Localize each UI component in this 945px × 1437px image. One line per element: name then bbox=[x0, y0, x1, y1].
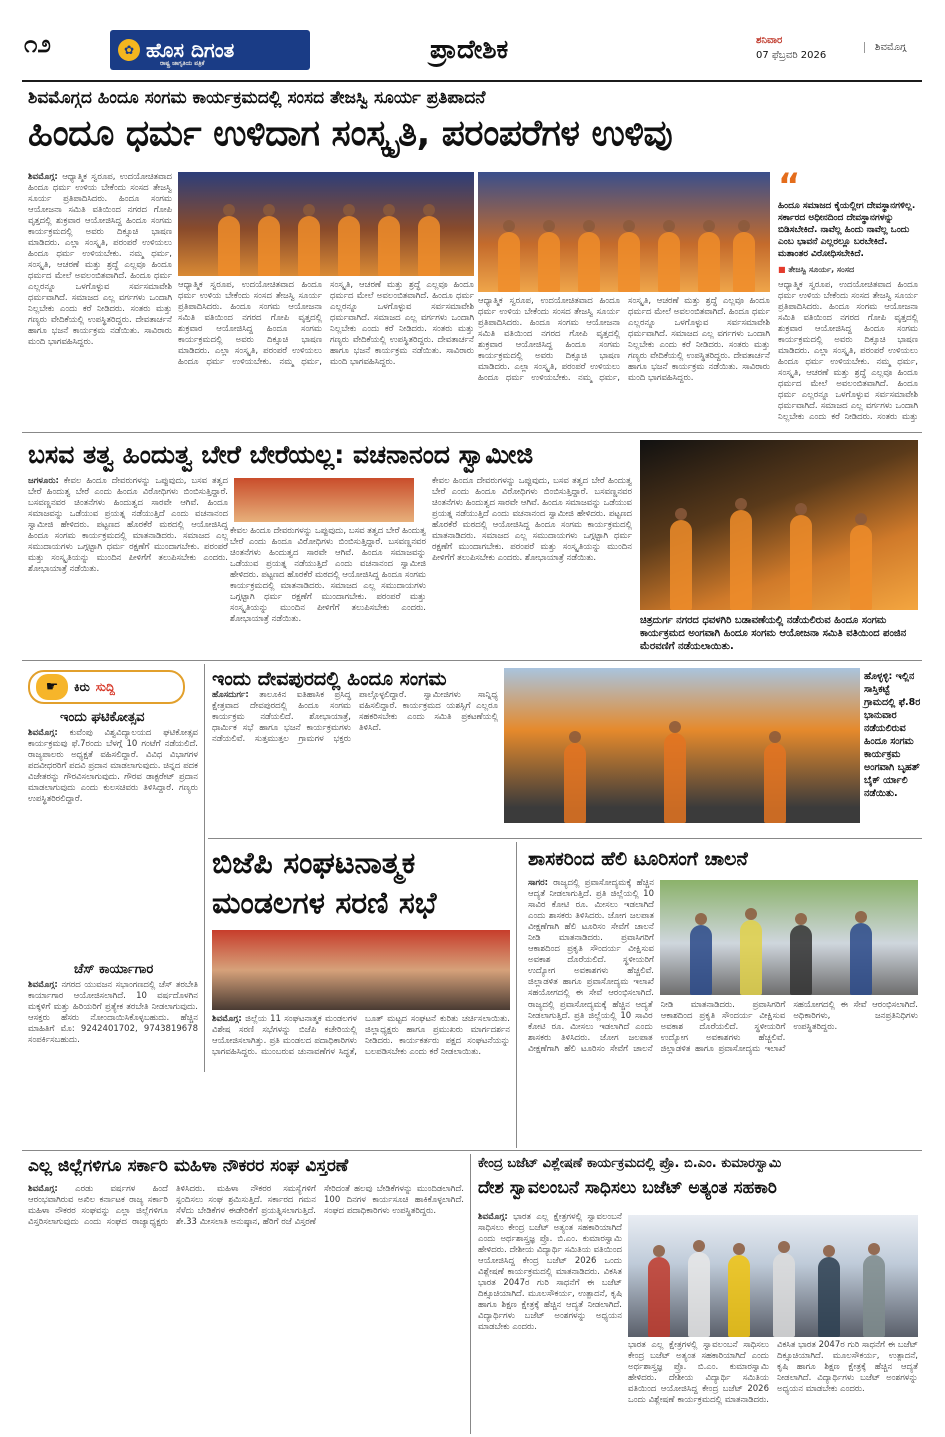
pointing-hand-icon: ☛ bbox=[36, 674, 68, 700]
lead-body-cont3: ಆಧ್ಯಾತ್ಮಿಕ ಸ್ವರೂಪ, ಉದಯೋಚಿತವಾದ ಹಿಂದೂ ಧರ್ಮ ಉಳಿಯ ಬೇಕೆಂದು ಸಂಸದ ತೇಜಸ್ವಿ ಸೂರ್ಯ ಪ್ರತಿಪಾದಿಸಿದರು. ಹಿಂದೂ ಸಂಗಮ ಆಯೋಜನಾ ಸಮಿತಿ ವತಿಯಿಂದ ನಗರದ ಗೋಪಿ ವೃತ್ತದಲ್ಲಿ ಶುಕ್ರವಾರ ಆಯೋಜಿಸಿದ್ದ ಹಿಂದೂ ಸಂಗಮ ಕಾರ್ಯಕ್ರಮದಲ್ಲಿ ಅವರು ದಿಕ್ಸೂಚಿ ಭಾಷಣ ಮಾಡಿದರು. ಎಲ್ಲಾ ಸಂಸ್ಕೃತಿ, ಪರಂಪರೆ ಉಳಿಯಲು ಹಿಂದೂ ಧರ್ಮ ಉಳಿಯಬೇಕು. ನಮ್ಮ ಧರ್ಮ, ಸಂಸ್ಕೃತಿ, ಆಚರಣೆ ಮತ್ತು ಶ್ರದ್ಧೆ ಎಲ್ಲವೂ ಹಿಂದೂ ಧರ್ಮದ ಮೇಲೆ ಅವಲಂಬಿತವಾಗಿದೆ. ಹಿಂದೂ ಧರ್ಮ ಎಲ್ಲರನ್ನೂ ಒಳಗೊಳ್ಳುವ ಸರ್ವಸಮಾವೇಶಿ ಧರ್ಮವಾಗಿದೆ. ಸಮಾಜದ ಎಲ್ಲ ವರ್ಗಗಳು ಒಂದಾಗಿ ನಿಲ್ಲಬೇಕು ಎಂದು ಕರೆ ನೀಡಿದರು. ಸಂತರು ಮತ್ತು bbox=[778, 280, 918, 422]
budget-dateline: ಶಿವಮೊಗ್ಗ: bbox=[478, 1212, 508, 1222]
divider bbox=[208, 838, 922, 839]
basava-headline: ಬಸವ ತತ್ವ ಹಿಂದುತ್ವ ಬೇರೆ ಬೇರೆಯಲ್ಲ: ವಚನಾನಂದ ಸ್ವಾಮೀಜಿ bbox=[28, 440, 534, 469]
edition-city: ಶಿವಮೊಗ್ಗ bbox=[864, 42, 906, 53]
heli-body-cont: ರಾಜ್ಯದಲ್ಲಿ ಪ್ರವಾಸೋದ್ಯಮಕ್ಕೆ ಹೆಚ್ಚಿನ ಆದ್ಯತೆ ನೀಡಲಾಗುತ್ತಿದೆ. ಪ್ರತಿ ಜಿಲ್ಲೆಯಲ್ಲಿ 10 ಸಾವಿರ ಕೋಟಿ ರೂ. ಮೀಸಲು ಇಡಲಾಗಿದೆ ಎಂದು ಶಾಸಕರು ತಿಳಿಸಿದರು. ಜೋಗ ಜಲಪಾತ ವೀಕ್ಷಣೆಗಾಗಿ ಹೆಲಿ ಟೂರಿಸಂ ಸೇವೆಗೆ ಚಾಲನೆ ನೀಡಿ ಮಾತನಾಡಿದರು. ಪ್ರವಾಸಿಗರಿಗೆ ಆಕಾಶದಿಂದ ಪ್ರಕೃತಿ ಸೌಂದರ್ಯ ವೀಕ್ಷಿಸುವ ಅವಕಾಶ ದೊರೆಯಲಿದೆ. ಸ್ಥಳೀಯರಿಗೆ ಉದ್ಯೋಗ ಅವಕಾಶಗಳು ಹೆಚ್ಚಲಿವೆ. ಜಿಲ್ಲಾಡಳಿತ ಹಾಗೂ ಪ್ರವಾಸೋದ್ಯಮ ಇಲಾಖೆ ಸಹಯೋಗದಲ್ಲಿ ಈ ಸೇವೆ ಆರಂಭಿಸಲಾಗಿದೆ. ಅಧಿಕಾರಿಗಳು, ಜನಪ್ರತಿನಿಧಿಗಳು ಉಪಸ್ಥಿತರಿದ್ದರು. bbox=[528, 1000, 918, 1054]
heli-text: ರಾಜ್ಯದಲ್ಲಿ ಪ್ರವಾಸೋದ್ಯಮಕ್ಕೆ ಹೆಚ್ಚಿನ ಆದ್ಯತೆ ನೀಡಲಾಗುತ್ತಿದೆ. ಪ್ರತಿ ಜಿಲ್ಲೆಯಲ್ಲಿ 10 ಸಾವಿರ ಕೋಟಿ ರೂ. ಮೀಸಲು ಇಡಲಾಗಿದೆ ಎಂದು ಶಾಸಕರು ತಿಳಿಸಿದರು. ಜೋಗ ಜಲಪಾತ ವೀಕ್ಷಣೆಗಾಗಿ ಹೆಲಿ ಟೂರಿಸಂ ಸೇವೆಗೆ ಚಾಲನೆ ನೀಡಿ ಮಾತನಾಡಿದರು. ಪ್ರವಾಸಿಗರಿಗೆ ಆಕಾಶದಿಂದ ಪ್ರಕೃತಿ ಸೌಂದರ್ಯ ವೀಕ್ಷಿಸುವ ಅವಕಾಶ ದೊರೆಯಲಿದೆ. ಸ್ಥಳೀಯರಿಗೆ ಉದ್ಯೋಗ ಅವಕಾಶಗಳು ಹೆಚ್ಚಲಿವೆ. ಜಿಲ್ಲಾಡಳಿತ ಹಾಗೂ ಪ್ರವಾಸೋದ್ಯಮ ಇಲಾಖೆ ಸಹಯೋಗದಲ್ಲಿ ಈ ಸೇವೆ ಆರಂಭಿಸಲಾಗಿದೆ. bbox=[528, 878, 654, 998]
divider bbox=[22, 432, 922, 433]
basava-body-col1 bbox=[28, 476, 228, 652]
devapura-dateline: ಹೊಸದುರ್ಗ: bbox=[212, 690, 249, 700]
torch-rally-caption: ಚಿತ್ರದುರ್ಗ ನಗರದ ಧವಳಗಿರಿ ಬಡಾವಣೆಯಲ್ಲಿ ನಡೆಯಲಿರುವ ಹಿಂದೂ ಸಂಗಮ ಕಾರ್ಯಕ್ರಮದ ಅಂಗವಾಗಿ ಹಿಂದೂ ಸಂಗಮ ಆಯೋಜನಾ ಸಮಿತಿ ವತಿಯಿಂದ ಪಂಜಿನ ಮೆರವಣಿಗೆ ನಡೆಯಲಾಯಿತು. bbox=[640, 615, 907, 652]
lead-kicker: ಶಿವಮೊಗ್ಗದ ಹಿಂದೂ ಸಂಗಮ ಕಾರ್ಯಕ್ರಮದಲ್ಲಿ ಸಂಸದ ತೇಜಸ್ವಿ ಸೂರ್ಯ ಪ್ರತಿಪಾದನೆ bbox=[28, 88, 486, 108]
lead-body-cont2: ಆಧ್ಯಾತ್ಮಿಕ ಸ್ವರೂಪ, ಉದಯೋಚಿತವಾದ ಹಿಂದೂ ಧರ್ಮ ಉಳಿಯ ಬೇಕೆಂದು ಸಂಸದ ತೇಜಸ್ವಿ ಸೂರ್ಯ ಪ್ರತಿಪಾದಿಸಿದರು. ಹಿಂದೂ ಸಂಗಮ ಆಯೋಜನಾ ಸಮಿತಿ ವತಿಯಿಂದ ನಗರದ ಗೋಪಿ ವೃತ್ತದಲ್ಲಿ ಶುಕ್ರವಾರ ಆಯೋಜಿಸಿದ್ದ ಹಿಂದೂ ಸಂಗಮ ಕಾರ್ಯಕ್ರಮದಲ್ಲಿ ಅವರು ದಿಕ್ಸೂಚಿ ಭಾಷಣ ಮಾಡಿದರು. ಎಲ್ಲಾ ಸಂಸ್ಕೃತಿ, ಪರಂಪರೆ ಉಳಿಯಲು ಹಿಂದೂ ಧರ್ಮ ಉಳಿಯಬೇಕು. ನಮ್ಮ ಧರ್ಮ, ಸಂಸ್ಕೃತಿ, ಆಚರಣೆ ಮತ್ತು ಶ್ರದ್ಧೆ ಎಲ್ಲವೂ ಹಿಂದೂ ಧರ್ಮದ ಮೇಲೆ ಅವಲಂಬಿತವಾಗಿದೆ. ಹಿಂದೂ ಧರ್ಮ ಎಲ್ಲರನ್ನೂ ಒಳಗೊಳ್ಳುವ ಸರ್ವಸಮಾವೇಶಿ ಧರ್ಮವಾಗಿದೆ. ಸಮಾಜದ ಎಲ್ಲ ವರ್ಗಗಳು ಒಂದಾಗಿ ನಿಲ್ಲಬೇಕು ಎಂದು ಕರೆ ನೀಡಿದರು. ಸಂತರು ಮತ್ತು ಗಣ್ಯರು ವೇದಿಕೆಯಲ್ಲಿ ಉಪಸ್ಥಿತರಿದ್ದರು. ದೇವತಾರ್ಚನೆ ಹಾಗೂ ಭಜನೆ ಕಾರ್ಯಕ್ರಮ ನಡೆಯಿತು. ಸಾವಿರಾರು ಮಂದಿ ಭಾಗವಹಿಸಿದ್ದರು. bbox=[478, 296, 770, 383]
section-title: ಪ್ರಾದೇಶಿಕ bbox=[430, 35, 509, 65]
bjp-headline bbox=[212, 844, 436, 924]
basava-body: ಕೇವಲ ಹಿಂದೂ ದೇವರುಗಳನ್ನು ಒಪ್ಪುವುದು, ಬಸವ ತತ್ವದ ಬೇರೆ ಹಿಂದುತ್ವ ಬೇರೆ ಎಂದು ಹಿಂದೂ ವಿರೋಧಿಗಳು ಬಿಂಬಿಸುತ್ತಿದ್ದಾರೆ. ಬಸವಣ್ಣನವರ ಚಿಂತನೆಗಳು ಹಿಂದುತ್ವದ ಸಾರವೇ ಆಗಿವೆ. ಹಿಂದೂ ಸಮಾಜವನ್ನು ಒಡೆಯುವ ಪ್ರಯತ್ನ ನಡೆಯುತ್ತಿದೆ ಎಂದು ವಚನಾನಂದ ಸ್ವಾಮೀಜಿ ಹೇಳಿದರು. ಪಟ್ಟಣದ ಹೊರಕೆರೆ ಮಠದಲ್ಲಿ ಆಯೋಜಿಸಿದ್ದ ಹಿಂದೂ ಸಂಗಮ ಕಾರ್ಯಕ್ರಮದಲ್ಲಿ ಮಾತನಾಡಿದರು. ಸಮಾಜದ ಎಲ್ಲ ಸಮುದಾಯಗಳು ಒಗ್ಗಟ್ಟಾಗಿ ಧರ್ಮ ರಕ್ಷಣೆಗೆ ಮುಂದಾಗಬೇಕು. ಪರಂಪರೆ ಮತ್ತು ಸಂಸ್ಕೃತಿಯನ್ನು ಮುಂದಿನ ಪೀಳಿಗೆಗೆ ತಲುಪಿಸಬೇಕು ಎಂದರು. ಶೋಭಾಯಾತ್ರೆ ನಡೆಯಿತು. bbox=[28, 476, 228, 574]
header-rule bbox=[22, 80, 922, 82]
suddi-label: ಸುದ್ದಿ bbox=[95, 679, 115, 694]
mahila-dateline: ಶಿವಮೊಗ್ಗ: bbox=[28, 1184, 58, 1194]
chess-dateline: ಶಿವಮೊಗ್ಗ: bbox=[28, 980, 58, 990]
column-rule bbox=[470, 1154, 471, 1434]
lotus-icon: ✿ bbox=[118, 39, 140, 61]
convocation-dateline: ಶಿವಮೊಗ್ಗ: bbox=[28, 728, 58, 738]
kiru-suddi-badge bbox=[28, 670, 185, 704]
convocation-headline: ಇಂದು ಘಟಿಕೋತ್ಸವ bbox=[60, 710, 145, 725]
lead-photo-dignitaries bbox=[478, 172, 770, 292]
lead-photo-stage bbox=[178, 172, 474, 276]
budget-photo bbox=[628, 1215, 918, 1337]
date: 07 ಫೆಬ್ರವರಿ 2026 bbox=[756, 50, 827, 61]
bjp-headline-line2: ಮಂಡಲಗಳ ಸರಣಿ ಸಭೆ bbox=[212, 886, 437, 921]
budget-body-col1 bbox=[478, 1212, 622, 1430]
basava-body-col2 bbox=[230, 526, 426, 652]
column-rule bbox=[516, 842, 517, 1148]
chess-body bbox=[28, 980, 198, 1068]
bjp-meeting-photo bbox=[212, 930, 510, 1010]
basava-body-col3 bbox=[432, 476, 632, 652]
kiru-label: ಕಿರು bbox=[74, 679, 90, 694]
lead-body-col1 bbox=[28, 172, 172, 424]
torch-rally-photo bbox=[640, 440, 918, 610]
divider bbox=[22, 1150, 922, 1151]
heli-body-col1 bbox=[528, 878, 654, 998]
basava-body-cont: ಕೇವಲ ಹಿಂದೂ ದೇವರುಗಳನ್ನು ಒಪ್ಪುವುದು, ಬಸವ ತತ್ವದ ಬೇರೆ ಹಿಂದುತ್ವ ಬೇರೆ ಎಂದು ಹಿಂದೂ ವಿರೋಧಿಗಳು ಬಿಂಬಿಸುತ್ತಿದ್ದಾರೆ. ಬಸವಣ್ಣನವರ ಚಿಂತನೆಗಳು ಹಿಂದುತ್ವದ ಸಾರವೇ ಆಗಿವೆ. ಹಿಂದೂ ಸಮಾಜವನ್ನು ಒಡೆಯುವ ಪ್ರಯತ್ನ ನಡೆಯುತ್ತಿದೆ ಎಂದು ವಚನಾನಂದ ಸ್ವಾಮೀಜಿ ಹೇಳಿದರು. ಪಟ್ಟಣದ ಹೊರಕೆರೆ ಮಠದಲ್ಲಿ ಆಯೋಜಿಸಿದ್ದ ಹಿಂದೂ ಸಂಗಮ ಕಾರ್ಯಕ್ರಮದಲ್ಲಿ ಮಾತನಾಡಿದರು. ಸಮಾಜದ ಎಲ್ಲ ಸಮುದಾಯಗಳು ಒಗ್ಗಟ್ಟಾಗಿ ಧರ್ಮ ರಕ್ಷಣೆಗೆ ಮುಂದಾಗಬೇಕು. ಪರಂಪರೆ ಮತ್ತು ಸಂಸ್ಕೃತಿಯನ್ನು ಮುಂದಿನ ಪೀಳಿಗೆಗೆ ತಲುಪಿಸಬೇಕು ಎಂದರು. ಶೋಭಾಯಾತ್ರೆ ನಡೆಯಿತು. bbox=[230, 526, 426, 624]
quote-mark-icon: “ bbox=[778, 166, 801, 206]
issue-date bbox=[756, 33, 826, 63]
chess-headline: ಚೆಸ್ ಕಾರ್ಯಾಗಾರ bbox=[74, 962, 154, 977]
basava-dateline: ಜಗಳೂರು: bbox=[28, 476, 59, 486]
heli-headline: ಶಾಸಕರಿಂದ ಹೆಲಿ ಟೂರಿಸಂಗೆ ಚಾಲನೆ bbox=[528, 848, 748, 870]
divider bbox=[22, 660, 922, 661]
column-rule bbox=[204, 664, 205, 1072]
bjp-text: ಜಿಲ್ಲೆಯ 11 ಸಂಘಟನಾತ್ಮಕ ಮಂಡಲಗಳ ವಿಶೇಷ ಸರಣಿ ಸಭೆಗಳನ್ನು ಬಿಜೆಪಿ ಕಚೇರಿಯಲ್ಲಿ ಆಯೋಜಿಸಲಾಗಿತ್ತು. ಪ್ರತಿ ಮಂಡಲದ ಪದಾಧಿಕಾರಿಗಳು ಭಾಗವಹಿಸಿದ್ದರು. ಮುಂಬರುವ ಚುನಾವಣೆಗಳ ಸಿದ್ಧತೆ, ಬೂತ್ ಮಟ್ಟದ ಸಂಘಟನೆ ಕುರಿತು ಚರ್ಚಿಸಲಾಯಿತು. ಜಿಲ್ಲಾಧ್ಯಕ್ಷರು ಹಾಗೂ ಪ್ರಮುಖರು ಮಾರ್ಗದರ್ಶನ ನೀಡಿದರು. ಕಾರ್ಯಕರ್ತರು ಪಕ್ಷದ ಸಂಘಟನೆಯನ್ನು ಬಲಪಡಿಸಬೇಕು ಎಂದು ಕರೆ ನೀಡಲಾಯಿತು. bbox=[212, 1014, 510, 1057]
quote-text: ಹಿಂದೂ ಸಮಾಜದ ಕೈಯಲ್ಲೀಗ ದೇವಸ್ಥಾನಗಳಿಲ್ಲ. ಸರ್ಕಾರದ ಅಧೀನದಿಂದ ದೇವಸ್ಥಾನಗಳನ್ನು ಬಿಡಿಸಬೇಕಿದೆ. ನಾವೆಲ್ಲ ಹಿಂದು ನಾವೆಲ್ಲ ಒಂದು ಎಂಬ ಭಾವನೆ ಎಲ್ಲರಲ್ಲೂ ಬರಬೇಕಿದೆ. ಮತಾಂತರ ವಿರೋಧಿಸಬೇಕಿದೆ. bbox=[778, 201, 916, 259]
lead-dateline: ಶಿವಮೊಗ್ಗ: bbox=[28, 172, 58, 182]
budget-kicker: ಕೇಂದ್ರ ಬಜೆಟ್ ವಿಶ್ಲೇಷಣೆ ಕಾರ್ಯಕ್ರಮದಲ್ಲಿ ಪ್ರೊ. ಬಿ.ಎಂ. ಕುಮಾರಸ್ವಾಮಿ bbox=[478, 1156, 782, 1171]
heli-body-col2 bbox=[528, 1000, 918, 1144]
quote-author: ■ ತೇಜಸ್ವಿ ಸೂರ್ಯ, ಸಂಸದ bbox=[778, 264, 918, 276]
bike-rally-caption: ಹೊಳ್ಳಳ್ಳಿ: ಇಲ್ಲಿನ ಸಾಸ್ತಿಕಟ್ಟೆ ಗ್ರಾಮದಲ್ಲಿ ಫೆ.8ರ ಭಾನುವಾರ ನಡೆಯಲಿರುವ ಹಿಂದೂ ಸಂಗಮ ಕಾರ್ಯಕ್ರಮ ಅಂಗವಾಗಿ ಬೃಹತ್ ಬೈಕ್ ರ್ಯಾಲಿ ನಡೆಯಿತು. bbox=[864, 671, 921, 799]
lead-body-cont: ಆಧ್ಯಾತ್ಮಿಕ ಸ್ವರೂಪ, ಉದಯೋಚಿತವಾದ ಹಿಂದೂ ಧರ್ಮ ಉಳಿಯ ಬೇಕೆಂದು ಸಂಸದ ತೇಜಸ್ವಿ ಸೂರ್ಯ ಪ್ರತಿಪಾದಿಸಿದರು. ಹಿಂದೂ ಸಂಗಮ ಆಯೋಜನಾ ಸಮಿತಿ ವತಿಯಿಂದ ನಗರದ ಗೋಪಿ ವೃತ್ತದಲ್ಲಿ ಶುಕ್ರವಾರ ಆಯೋಜಿಸಿದ್ದ ಹಿಂದೂ ಸಂಗಮ ಕಾರ್ಯಕ್ರಮದಲ್ಲಿ ಅವರು ದಿಕ್ಸೂಚಿ ಭಾಷಣ ಮಾಡಿದರು. ಎಲ್ಲಾ ಸಂಸ್ಕೃತಿ, ಪರಂಪರೆ ಉಳಿಯಲು ಹಿಂದೂ ಧರ್ಮ ಉಳಿಯಬೇಕು. ನಮ್ಮ ಧರ್ಮ, ಸಂಸ್ಕೃತಿ, ಆಚರಣೆ ಮತ್ತು ಶ್ರದ್ಧೆ ಎಲ್ಲವೂ ಹಿಂದೂ ಧರ್ಮದ ಮೇಲೆ ಅವಲಂಬಿತವಾಗಿದೆ. ಹಿಂದೂ ಧರ್ಮ ಎಲ್ಲರನ್ನೂ ಒಳಗೊಳ್ಳುವ ಸರ್ವಸಮಾವೇಶಿ ಧರ್ಮವಾಗಿದೆ. ಸಮಾಜದ ಎಲ್ಲ ವರ್ಗಗಳು ಒಂದಾಗಿ ನಿಲ್ಲಬೇಕು ಎಂದು ಕರೆ ನೀಡಿದರು. ಸಂತರು ಮತ್ತು ಗಣ್ಯರು ವೇದಿಕೆಯಲ್ಲಿ ಉಪಸ್ಥಿತರಿದ್ದರು. ದೇವತಾರ್ಚನೆ ಹಾಗೂ ಭಜನೆ ಕಾರ್ಯಕ್ರಮ ನಡೆಯಿತು. ಸಾವಿರಾರು ಮಂದಿ ಭಾಗವಹಿಸಿದ್ದರು. bbox=[178, 280, 474, 367]
bjp-body bbox=[212, 1014, 510, 1144]
mahila-text: ಎರಡು ವರ್ಷಗಳ ಹಿಂದೆ ಆರಂಭವಾಗಿರುವ ಅಖಿಲ ಕರ್ನಾಟಕ ರಾಜ್ಯ ಸರ್ಕಾರಿ ಮಹಿಳಾ ನೌಕರರ ಸಂಘವನ್ನು ಎಲ್ಲಾ ಜಿಲ್ಲೆಗಳಿಗೂ ವಿಸ್ತರಿಸಲಾಗುವುದು ಎಂದು ಸಂಘದ ರಾಜ್ಯಾಧ್ಯಕ್ಷರು ತಿಳಿಸಿದರು. ಮಹಿಳಾ ನೌಕರರ ಸಮಸ್ಯೆಗಳಿಗೆ ಸ್ಪಂದಿಸಲು ಸಂಘ ಶ್ರಮಿಸುತ್ತಿದೆ. ಸರ್ಕಾರದ ಗಮನ ಸೆಳೆದು ಬೇಡಿಕೆಗಳ ಈಡೇರಿಕೆಗೆ ಪ್ರಯತ್ನಿಸಲಾಗುತ್ತಿದೆ. ಶೇ.33 ಮೀಸಲಾತಿ ಅನುಷ್ಠಾನ, ಹೆರಿಗೆ ರಜೆ ವಿಸ್ತರಣೆ ಸೇರಿದಂತೆ ಹಲವು ಬೇಡಿಕೆಗಳನ್ನು ಮುಂದಿಡಲಾಗಿದೆ. 100 ದಿನಗಳ ಕಾರ್ಯಸೂಚಿ ಹಾಕಿಕೊಳ್ಳಲಾಗಿದೆ. ಸಂಘದ ಪದಾಧಿಕಾರಿಗಳು ಉಪಸ್ಥಿತರಿದ್ದರು. bbox=[28, 1184, 464, 1227]
brand-tagline: ರಾಷ್ಟ್ರ ಜಾಗೃತಿಯ ಪತ್ರಿಕೆ bbox=[160, 60, 205, 67]
devapura-headline: ಇಂದು ದೇವಪುರದಲ್ಲಿ ಹಿಂದೂ ಸಂಗಮ bbox=[212, 668, 447, 690]
budget-text: ಭಾರತ ಎಲ್ಲ ಕ್ಷೇತ್ರಗಳಲ್ಲಿ ಸ್ವಾವಲಂಬನೆ ಸಾಧಿಸಲು ಕೇಂದ್ರ ಬಜೆಟ್ ಅತ್ಯಂತ ಸಹಕಾರಿಯಾಗಿದೆ ಎಂದು ಅರ್ಥಶಾಸ್ತ್ರಜ್ಞ ಪ್ರೊ. ಬಿ.ಎಂ. ಕುಮಾರಸ್ವಾಮಿ ಹೇಳಿದರು. ದೇಶೀಯ ವಿದ್ಯಾರ್ಥಿ ಸಮಿತಿಯ ವತಿಯಿಂದ ಆಯೋಜಿಸಿದ್ದ ಕೇಂದ್ರ ಬಜೆಟ್ 2026 ಒಂದು ವಿಶ್ಲೇಷಣೆ ಕಾರ್ಯಕ್ರಮದಲ್ಲಿ ಮಾತನಾಡಿದರು. ವಿಕಸಿತ ಭಾರತ 2047ರ ಗುರಿ ಸಾಧನೆಗೆ ಈ ಬಜೆಟ್ ದಿಕ್ಸೂಚಿಯಾಗಿದೆ. ಮೂಲಸೌಕರ್ಯ, ಉತ್ಪಾದನೆ, ಕೃಷಿ ಹಾಗೂ ಶಿಕ್ಷಣ ಕ್ಷೇತ್ರಕ್ಕೆ ಹೆಚ್ಚಿನ ಆದ್ಯತೆ ನೀಡಲಾಗಿದೆ. ವಿದ್ಯಾರ್ಥಿಗಳು ಬಜೆಟ್ ಅಂಶಗಳನ್ನು ಅಧ್ಯಯನ ಮಾಡಬೇಕು ಎಂದರು. bbox=[478, 1212, 622, 1332]
lead-body: ಆಧ್ಯಾತ್ಮಿಕ ಸ್ವರೂಪ, ಉದಯೋಚಿತವಾದ ಹಿಂದೂ ಧರ್ಮ ಉಳಿಯ ಬೇಕೆಂದು ಸಂಸದ ತೇಜಸ್ವಿ ಸೂರ್ಯ ಪ್ರತಿಪಾದಿಸಿದರು. ಹಿಂದೂ ಸಂಗಮ ಆಯೋಜನಾ ಸಮಿತಿ ವತಿಯಿಂದ ನಗರದ ಗೋಪಿ ವೃತ್ತದಲ್ಲಿ ಶುಕ್ರವಾರ ಆಯೋಜಿಸಿದ್ದ ಹಿಂದೂ ಸಂಗಮ ಕಾರ್ಯಕ್ರಮದಲ್ಲಿ ಅವರು ದಿಕ್ಸೂಚಿ ಭಾಷಣ ಮಾಡಿದರು. ಎಲ್ಲಾ ಸಂಸ್ಕೃತಿ, ಪರಂಪರೆ ಉಳಿಯಲು ಹಿಂದೂ ಧರ್ಮ ಉಳಿಯಬೇಕು. ನಮ್ಮ ಧರ್ಮ, ಸಂಸ್ಕೃತಿ, ಆಚರಣೆ ಮತ್ತು ಶ್ರದ್ಧೆ ಎಲ್ಲವೂ ಹಿಂದೂ ಧರ್ಮದ ಮೇಲೆ ಅವಲಂಬಿತವಾಗಿದೆ. ಹಿಂದೂ ಧರ್ಮ ಎಲ್ಲರನ್ನೂ ಒಳಗೊಳ್ಳುವ ಸರ್ವಸಮಾವೇಶಿ ಧರ್ಮವಾಗಿದೆ. ಸಮಾಜದ ಎಲ್ಲ ವರ್ಗಗಳು ಒಂದಾಗಿ ನಿಲ್ಲಬೇಕು ಎಂದು ಕರೆ ನೀಡಿದರು. ಸಂತರು ಮತ್ತು ಗಣ್ಯರು ವೇದಿಕೆಯಲ್ಲಿ ಉಪಸ್ಥಿತರಿದ್ದರು. ದೇವತಾರ್ಚನೆ ಹಾಗೂ ಭಜನೆ ಕಾರ್ಯಕ್ರಮ ನಡೆಯಿತು. ಸಾವಿರಾರು ಮಂದಿ ಭಾಗವಹಿಸಿದ್ದರು. bbox=[28, 172, 172, 347]
convocation-body bbox=[28, 728, 198, 952]
heli-dateline: ಸಾಗರ: bbox=[528, 878, 549, 888]
bike-rally-photo bbox=[504, 668, 860, 823]
brand-name: ಹೊಸ ದಿಗಂತ bbox=[146, 38, 235, 62]
basava-body-cont2: ಕೇವಲ ಹಿಂದೂ ದೇವರುಗಳನ್ನು ಒಪ್ಪುವುದು, ಬಸವ ತತ್ವದ ಬೇರೆ ಹಿಂದುತ್ವ ಬೇರೆ ಎಂದು ಹಿಂದೂ ವಿರೋಧಿಗಳು ಬಿಂಬಿಸುತ್ತಿದ್ದಾರೆ. ಬಸವಣ್ಣನವರ ಚಿಂತನೆಗಳು ಹಿಂದುತ್ವದ ಸಾರವೇ ಆಗಿವೆ. ಹಿಂದೂ ಸಮಾಜವನ್ನು ಒಡೆಯುವ ಪ್ರಯತ್ನ ನಡೆಯುತ್ತಿದೆ ಎಂದು ವಚನಾನಂದ ಸ್ವಾಮೀಜಿ ಹೇಳಿದರು. ಪಟ್ಟಣದ ಹೊರಕೆರೆ ಮಠದಲ್ಲಿ ಆಯೋಜಿಸಿದ್ದ ಹಿಂದೂ ಸಂಗಮ ಕಾರ್ಯಕ್ರಮದಲ್ಲಿ ಮಾತನಾಡಿದರು. ಸಮಾಜದ ಎಲ್ಲ ಸಮುದಾಯಗಳು ಒಗ್ಗಟ್ಟಾಗಿ ಧರ್ಮ ರಕ್ಷಣೆಗೆ ಮುಂದಾಗಬೇಕು. ಪರಂಪರೆ ಮತ್ತು ಸಂಸ್ಕೃತಿಯನ್ನು ಮುಂದಿನ ಪೀಳಿಗೆಗೆ ತಲುಪಿಸಬೇಕು ಎಂದರು. ಶೋಭಾಯಾತ್ರೆ ನಡೆಯಿತು. bbox=[432, 476, 632, 563]
devapura-body bbox=[212, 690, 498, 832]
budget-body-cont: ಭಾರತ ಎಲ್ಲ ಕ್ಷೇತ್ರಗಳಲ್ಲಿ ಸ್ವಾವಲಂಬನೆ ಸಾಧಿಸಲು ಕೇಂದ್ರ ಬಜೆಟ್ ಅತ್ಯಂತ ಸಹಕಾರಿಯಾಗಿದೆ ಎಂದು ಅರ್ಥಶಾಸ್ತ್ರಜ್ಞ ಪ್ರೊ. ಬಿ.ಎಂ. ಕುಮಾರಸ್ವಾಮಿ ಹೇಳಿದರು. ದೇಶೀಯ ವಿದ್ಯಾರ್ಥಿ ಸಮಿತಿಯ ವತಿಯಿಂದ ಆಯೋಜಿಸಿದ್ದ ಕೇಂದ್ರ ಬಜೆಟ್ 2026 ಒಂದು ವಿಶ್ಲೇಷಣೆ ಕಾರ್ಯಕ್ರಮದಲ್ಲಿ ಮಾತನಾಡಿದರು. ವಿಕಸಿತ ಭಾರತ 2047ರ ಗುರಿ ಸಾಧನೆಗೆ ಈ ಬಜೆಟ್ ದಿಕ್ಸೂಚಿಯಾಗಿದೆ. ಮೂಲಸೌಕರ್ಯ, ಉತ್ಪಾದನೆ, ಕೃಷಿ ಹಾಗೂ ಶಿಕ್ಷಣ ಕ್ಷೇತ್ರಕ್ಕೆ ಹೆಚ್ಚಿನ ಆದ್ಯತೆ ನೀಡಲಾಗಿದೆ. ವಿದ್ಯಾರ್ಥಿಗಳು ಬಜೆಟ್ ಅಂಶಗಳನ್ನು ಅಧ್ಯಯನ ಮಾಡಬೇಕು ಎಂದರು. bbox=[628, 1340, 918, 1405]
quote-box bbox=[778, 166, 918, 274]
basava-photo bbox=[234, 478, 414, 522]
convocation-text: ಕುವೆಂಪು ವಿಶ್ವವಿದ್ಯಾಲಯದ ಘಟಿಕೋತ್ಸವ ಕಾರ್ಯಕ್ರಮವು ಫೆ.7ರಂದು ಬೆಳಗ್ಗೆ 10 ಗಂಟೆಗೆ ನಡೆಯಲಿದೆ. ರಾಜ್ಯಪಾಲರು ಅಧ್ಯಕ್ಷತೆ ವಹಿಸಲಿದ್ದಾರೆ. ವಿವಿಧ ವಿಭಾಗಗಳ ಪದವೀಧರರಿಗೆ ಪದವಿ ಪ್ರದಾನ ಮಾಡಲಾಗುವುದು. ಚಿನ್ನದ ಪದಕ ವಿಜೇತರನ್ನು ಗೌರವಿಸಲಾಗುವುದು. ಗೌರವ ಡಾಕ್ಟರೇಟ್ ಪ್ರದಾನ ಮಾಡಲಾಗುವುದು ಎಂದು ಕುಲಸಚಿವರು ತಿಳಿಸಿದ್ದಾರೆ. ಗಣ್ಯರು ಉಪಸ್ಥಿತರಿರಲಿದ್ದಾರೆ. bbox=[28, 728, 198, 804]
chess-text: ನಗರದ ಯುವಜನ ಸಭಾಂಗಣದಲ್ಲಿ ಚೆಸ್ ತರಬೇತಿ ಕಾರ್ಯಾಗಾರ ಆಯೋಜಿಸಲಾಗಿದೆ. 10 ವರ್ಷದೊಳಗಿನ ಮಕ್ಕಳಿಗೆ ಮತ್ತು ಹಿರಿಯರಿಗೆ ಪ್ರತ್ಯೇಕ ತರಬೇತಿ ನೀಡಲಾಗುವುದು. ಆಸಕ್ತರು ಹೆಸರು ನೋಂದಾಯಿಸಿಕೊಳ್ಳಬಹುದು. ಹೆಚ್ಚಿನ ಮಾಹಿತಿಗೆ ಮೊ: 9242401702, 9743819678 ಸಂಪರ್ಕಿಸಬಹುದು. bbox=[28, 980, 198, 1045]
lead-body-col3 bbox=[478, 296, 770, 424]
bjp-headline-line1: ಬಿಜೆಪಿ ಸಂಘಟನಾತ್ಮಕ bbox=[212, 846, 416, 881]
lead-body-col2 bbox=[178, 280, 474, 424]
masthead-logo bbox=[110, 30, 310, 70]
mahila-headline: ಎಲ್ಲ ಜಿಲ್ಲೆಗಳಿಗೂ ಸರ್ಕಾರಿ ಮಹಿಳಾ ನೌಕರರ ಸಂಘ ವಿಸ್ತರಣೆ bbox=[28, 1156, 349, 1176]
budget-headline: ದೇಶ ಸ್ವಾವಲಂಬನೆ ಸಾಧಿಸಲು ಬಜೆಟ್ ಅತ್ಯಂತ ಸಹಕಾರಿ bbox=[478, 1178, 777, 1198]
weekday: ಶನಿವಾರ bbox=[756, 35, 783, 46]
page-number: ೧೨ bbox=[24, 30, 51, 58]
helicopter-photo bbox=[660, 880, 918, 995]
bjp-dateline: ಶಿವಮೊಗ್ಗ: bbox=[212, 1014, 242, 1024]
lead-headline: ಹಿಂದೂ ಧರ್ಮ ಉಳಿದಾಗ ಸಂಸ್ಕೃತಿ, ಪರಂಪರೆಗಳ ಉಳಿವು bbox=[28, 113, 673, 154]
lead-body-col4 bbox=[778, 280, 918, 424]
budget-body-col2 bbox=[628, 1340, 918, 1430]
devapura-text: ತಾಲೂಕಿನ ಐತಿಹಾಸಿಕ ಪ್ರಸಿದ್ಧ ಕ್ಷೇತ್ರವಾದ ದೇವಪುರದಲ್ಲಿ ಹಿಂದೂ ಸಂಗಮ ಕಾರ್ಯಕ್ರಮ ನಡೆಯಲಿದೆ. ಶೋಭಾಯಾತ್ರೆ, ಧಾರ್ಮಿಕ ಸಭೆ ಹಾಗೂ ಭಜನೆ ಕಾರ್ಯಕ್ರಮಗಳು ನಡೆಯಲಿವೆ. ಸುತ್ತಮುತ್ತಲ ಗ್ರಾಮಗಳ ಭಕ್ತರು ಪಾಲ್ಗೊಳ್ಳಲಿದ್ದಾರೆ. ಸ್ವಾಮೀಜಿಗಳು ಸಾನ್ನಿಧ್ಯ ವಹಿಸಲಿದ್ದಾರೆ. ಕಾರ್ಯಕ್ರಮದ ಯಶಸ್ಸಿಗೆ ಎಲ್ಲರೂ ಸಹಕರಿಸಬೇಕು ಎಂದು ಸಮಿತಿ ಪ್ರಕಟಣೆಯಲ್ಲಿ ತಿಳಿಸಿದೆ. bbox=[212, 690, 498, 744]
mahila-body bbox=[28, 1184, 464, 1430]
